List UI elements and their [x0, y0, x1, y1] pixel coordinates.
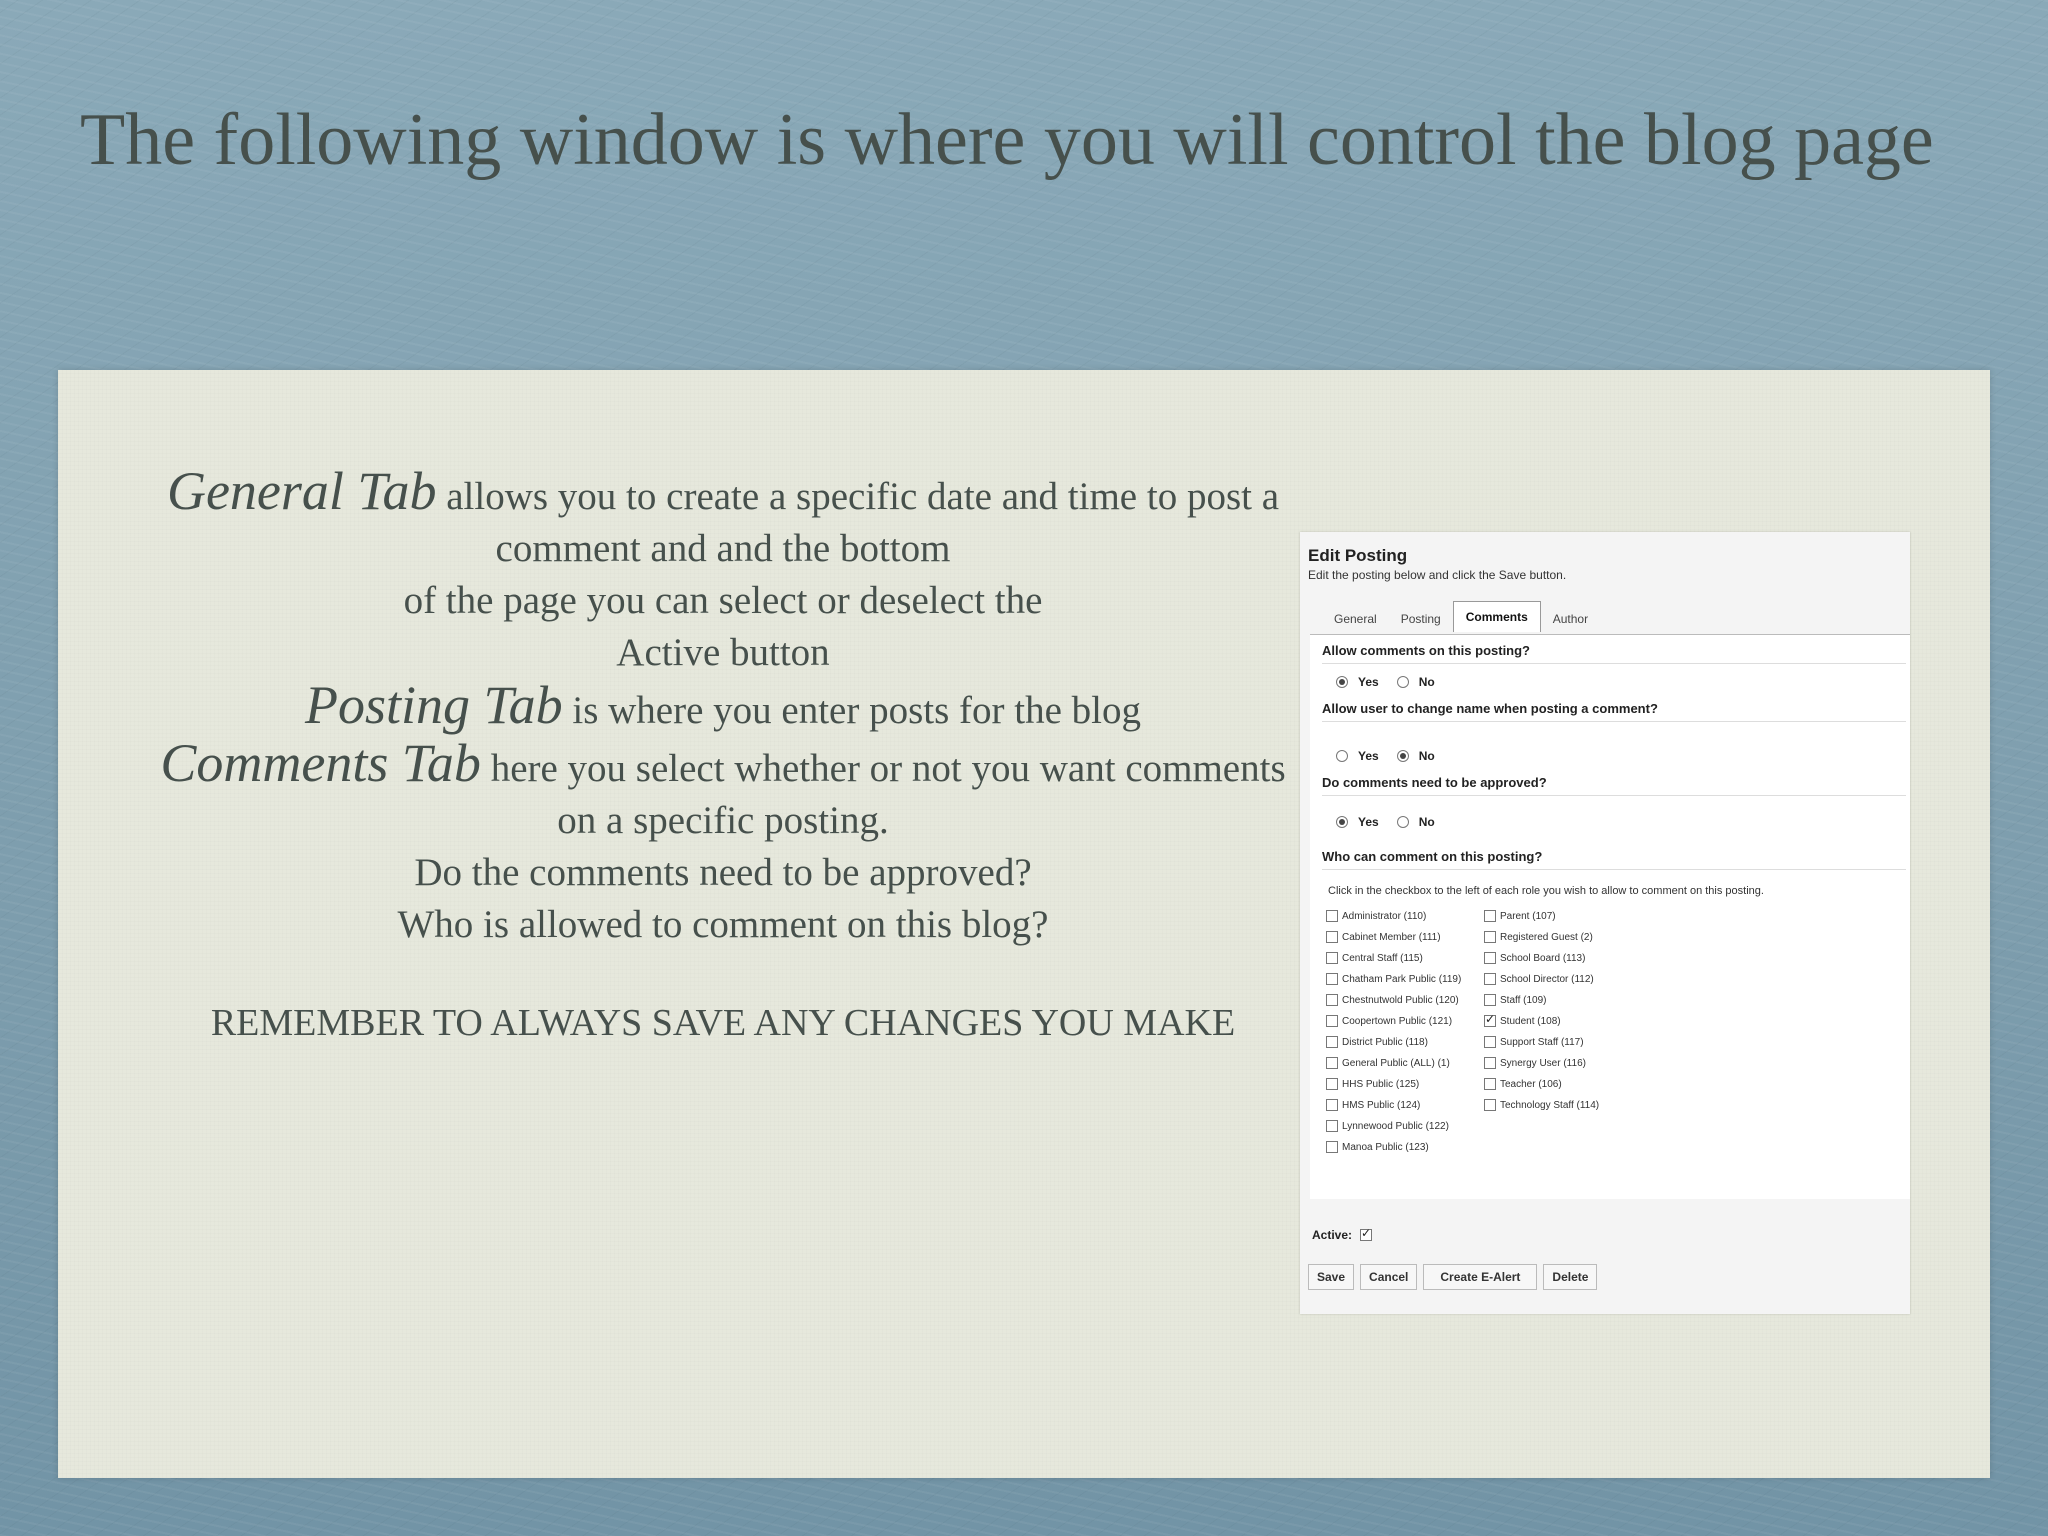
role-item[interactable]	[1484, 952, 1585, 964]
role-item[interactable]	[1326, 1099, 1420, 1111]
role-label: Support Staff (117)	[1500, 1036, 1584, 1048]
role-checkbox[interactable]	[1484, 952, 1496, 964]
tab-comments[interactable]: Comments	[1453, 601, 1541, 632]
role-item[interactable]	[1326, 1078, 1419, 1090]
approval-question: Do comments need to be approved?	[1322, 775, 1547, 790]
cancel-button[interactable]: Cancel	[1360, 1264, 1417, 1290]
posting-text: is where you enter posts for the blog	[572, 689, 1141, 732]
role-item[interactable]	[1484, 1015, 1561, 1027]
action-buttons	[1308, 1264, 1603, 1290]
role-item[interactable]	[1326, 910, 1426, 922]
role-checkbox[interactable]	[1484, 1015, 1496, 1027]
role-label: Central Staff (115)	[1342, 952, 1423, 964]
no-label: No	[1418, 749, 1435, 763]
role-item[interactable]	[1326, 1057, 1450, 1069]
slide-title: The following window is where you will control the blog page	[80, 99, 1934, 181]
role-item[interactable]	[1326, 1015, 1452, 1027]
comments-tab-heading: Comments Tab	[160, 733, 481, 793]
role-checkbox[interactable]	[1484, 994, 1496, 1006]
change-name-question: Allow user to change name when posting a comment?	[1322, 701, 1658, 716]
active-label: Active:	[1312, 1228, 1353, 1242]
role-label: HHS Public (125)	[1342, 1078, 1420, 1090]
yes-label: Yes	[1358, 749, 1379, 763]
delete-button[interactable]: Delete	[1543, 1264, 1597, 1290]
role-item[interactable]	[1326, 931, 1441, 943]
role-item[interactable]	[1484, 1099, 1599, 1111]
approval-yes-radio[interactable]	[1336, 816, 1348, 828]
role-label: Parent (107)	[1500, 910, 1556, 922]
roles-instructions: Click in the checkbox to the left of each role you wish to allow to comment on this posting.	[1328, 885, 1764, 897]
tab-general[interactable]: General	[1334, 612, 1377, 626]
allow-comments-yes-radio[interactable]	[1336, 676, 1348, 688]
who-can-comment-question: Who can comment on this posting?	[1322, 849, 1543, 864]
allow-comments-question: Allow comments on this posting?	[1322, 643, 1530, 658]
role-item[interactable]	[1484, 973, 1594, 985]
tab-bar	[1322, 600, 1600, 632]
role-checkbox[interactable]	[1484, 1057, 1496, 1069]
general-tab-heading: General Tab	[166, 461, 437, 521]
role-checkbox[interactable]	[1326, 1099, 1338, 1111]
role-label: HMS Public (124)	[1342, 1099, 1421, 1111]
role-label: Manoa Public (123)	[1342, 1141, 1429, 1153]
role-checkbox[interactable]	[1326, 973, 1338, 985]
save-button[interactable]: Save	[1308, 1264, 1354, 1290]
role-label: Student (108)	[1500, 1015, 1561, 1027]
role-label: Lynnewood Public (122)	[1342, 1120, 1449, 1132]
role-item[interactable]	[1326, 994, 1459, 1006]
allow-comments-radios	[1336, 675, 1453, 689]
role-label: General Public (ALL) (1)	[1342, 1057, 1450, 1069]
role-checkbox[interactable]	[1484, 931, 1496, 943]
role-checkbox[interactable]	[1326, 1078, 1338, 1090]
role-label: School Director (112)	[1500, 973, 1594, 985]
divider	[1322, 663, 1906, 664]
role-item[interactable]	[1484, 994, 1547, 1006]
posting-paragraph	[158, 675, 1288, 737]
role-checkbox[interactable]	[1326, 1120, 1338, 1132]
approval-no-radio[interactable]	[1397, 816, 1409, 828]
role-checkbox[interactable]	[1326, 1057, 1338, 1069]
role-checkbox[interactable]	[1484, 1078, 1496, 1090]
remember-note: REMEMBER TO ALWAYS SAVE ANY CHANGES YOU MAKE	[210, 1002, 1236, 1044]
no-label: No	[1418, 675, 1435, 689]
approved-question: Do the comments need to be approved?	[414, 851, 1032, 894]
role-item[interactable]	[1326, 952, 1423, 964]
role-checkbox[interactable]	[1326, 1036, 1338, 1048]
role-checkbox[interactable]	[1484, 910, 1496, 922]
role-label: Administrator (110)	[1342, 910, 1427, 922]
role-item[interactable]	[1484, 910, 1556, 922]
create-e-alert-button[interactable]: Create E-Alert	[1423, 1264, 1537, 1290]
instructions-text	[158, 461, 1288, 1049]
role-label: Staff (109)	[1500, 994, 1547, 1006]
edit-posting-title: Edit Posting	[1308, 546, 1408, 565]
divider	[1322, 869, 1906, 870]
role-item[interactable]	[1326, 973, 1461, 985]
role-label: Registered Guest (2)	[1500, 931, 1593, 943]
yes-label: Yes	[1358, 815, 1379, 829]
role-label: Synergy User (116)	[1500, 1057, 1586, 1069]
content-panel	[58, 370, 1990, 1478]
role-item[interactable]	[1484, 1057, 1586, 1069]
role-checkbox[interactable]	[1484, 973, 1496, 985]
role-item[interactable]	[1484, 931, 1593, 943]
role-label: Coopertown Public (121)	[1342, 1015, 1453, 1027]
role-checkbox[interactable]	[1326, 910, 1338, 922]
edit-posting-subtitle: Edit the posting below and click the Save button.	[1308, 568, 1567, 582]
role-item[interactable]	[1484, 1036, 1584, 1048]
role-checkbox[interactable]	[1326, 931, 1338, 943]
role-checkbox[interactable]	[1326, 952, 1338, 964]
general-paragraph	[158, 461, 1288, 575]
role-label: School Board (113)	[1500, 952, 1586, 964]
general-text-2: of the page you can select or deselect the Active button	[403, 579, 1043, 674]
active-row	[1312, 1228, 1376, 1242]
change-name-yes-radio[interactable]	[1336, 750, 1348, 762]
role-item[interactable]	[1326, 1120, 1449, 1132]
role-item[interactable]	[1326, 1141, 1429, 1153]
role-checkbox[interactable]	[1326, 1015, 1338, 1027]
tab-posting[interactable]: Posting	[1400, 612, 1441, 626]
tab-author[interactable]: Author	[1552, 612, 1589, 626]
no-label: No	[1418, 815, 1435, 829]
role-checkbox[interactable]	[1326, 1141, 1338, 1153]
general-text: allows you to create a specific date and time to post a comment and and the bottom	[446, 475, 1280, 570]
role-item[interactable]	[1326, 1036, 1428, 1048]
role-label: Chatham Park Public (119)	[1342, 973, 1462, 985]
active-checkbox[interactable]	[1360, 1229, 1372, 1241]
role-label: District Public (118)	[1342, 1036, 1428, 1048]
change-name-radios	[1336, 749, 1453, 763]
role-label: Chestnutwold Public (120)	[1342, 994, 1459, 1006]
role-checkbox[interactable]	[1484, 1099, 1496, 1111]
role-label: Technology Staff (114)	[1500, 1099, 1600, 1111]
divider	[1322, 795, 1906, 796]
comments-tab-content	[1310, 634, 1910, 1199]
role-label: Cabinet Member (111)	[1342, 931, 1441, 943]
yes-label: Yes	[1358, 675, 1379, 689]
role-checkbox[interactable]	[1326, 994, 1338, 1006]
posting-tab-heading: Posting Tab	[305, 675, 563, 735]
edit-posting-screenshot	[1300, 532, 1910, 1314]
role-label: Teacher (106)	[1500, 1078, 1562, 1090]
comments-text: here you select whether or not you want comments on a specific posting.	[490, 747, 1286, 842]
who-question: Who is allowed to comment on this blog?	[397, 903, 1049, 946]
allow-comments-no-radio[interactable]	[1397, 676, 1409, 688]
divider	[1322, 721, 1906, 722]
approval-radios	[1336, 815, 1453, 829]
role-item[interactable]	[1484, 1078, 1562, 1090]
role-checkbox[interactable]	[1484, 1036, 1496, 1048]
change-name-no-radio[interactable]	[1397, 750, 1409, 762]
comments-paragraph	[158, 733, 1288, 847]
